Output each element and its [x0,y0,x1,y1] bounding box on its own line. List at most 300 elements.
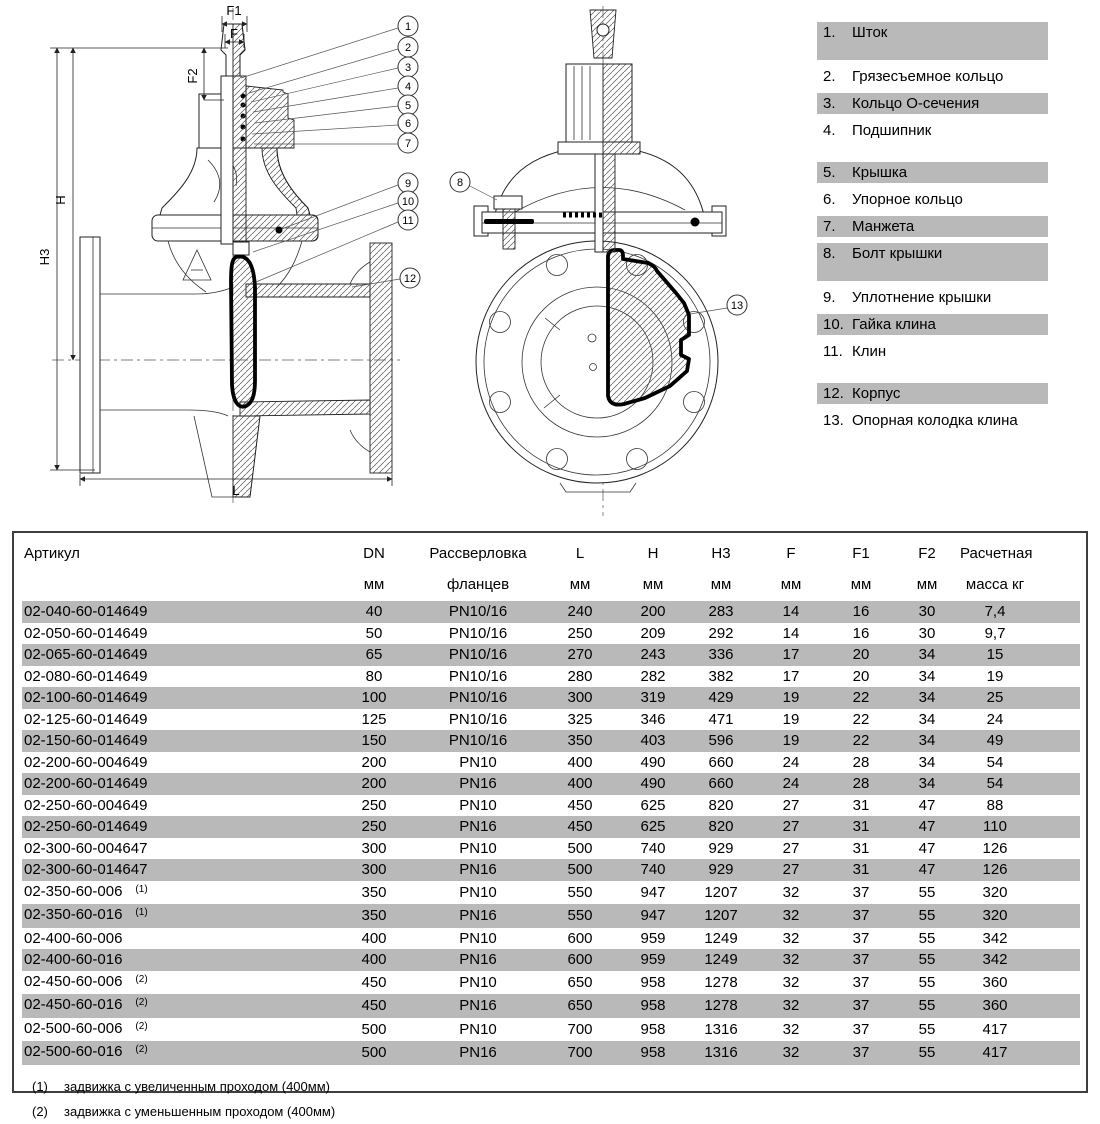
col-unit-mass: масса кг [965,576,1025,593]
parts-list-item [817,341,1048,362]
value-cell: 250 [567,624,593,642]
footnote-marker: (2) [135,1020,148,1032]
part-label: Упорное кольцо [852,191,963,208]
value-cell: PN16 [414,994,542,1018]
value-cell: 100 [334,687,414,709]
article-cell: 02-200-60-004649 [24,753,148,771]
value-cell: 1207 [704,883,738,901]
gland [199,94,221,148]
spec-table [22,533,1080,1065]
article-cell: 02-450-60-006 $^{(2)}$ [24,972,148,990]
value-cell: 17 [782,667,800,685]
svg-text:11: 11 [402,215,414,227]
parts-list-item [817,66,1048,87]
value-cell: PN10 [459,796,497,814]
value-cell: 32 [782,1020,800,1038]
article-cell: 02-040-60-014649 [22,601,334,623]
svg-text:4: 4 [404,81,412,93]
value-cell: 47 [894,816,960,838]
value-cell: 471 [708,710,734,728]
footnote-marker: (2) [135,973,148,985]
part-number: 13. [823,412,844,429]
value-cell: 14 [782,624,800,642]
value-cell: 32 [754,904,828,928]
value-cell: 325 [567,710,593,728]
svg-text:9: 9 [404,178,412,190]
value-cell: 660 [688,773,754,795]
value-cell: 336 [688,644,754,666]
footnote-marker: (2) [135,997,148,1008]
value-cell: 450 [361,973,387,991]
value-cell: 27 [782,796,800,814]
parts-list-item [817,120,1048,141]
value-cell: 929 [688,859,754,881]
parts-list-item [817,189,1048,210]
callout-11 [398,210,418,230]
value-cell: 650 [567,973,593,991]
part-number: 8. [823,245,836,262]
value-cell: 32 [754,994,828,1018]
value-cell: 49 [960,730,1080,752]
col-header-l: L [575,545,585,562]
value-cell: 947 [618,904,688,928]
svg-text:12: 12 [403,273,417,285]
footnote-ref: (2) [32,1103,48,1119]
value-cell: 360 [960,994,1080,1018]
callout-7 [398,133,418,153]
part-number: 9. [823,289,836,306]
value-cell: 490 [640,753,666,771]
value-cell: 450 [334,994,414,1018]
value-cell: 350 [334,904,414,928]
value-cell: 947 [640,883,666,901]
value-cell: 54 [986,753,1004,771]
value-cell: 32 [754,949,828,971]
value-cell: 200 [334,773,414,795]
col-unit-drilling: фланцев [446,576,510,593]
col-unit-article [22,565,334,601]
value-cell: 32 [782,883,800,901]
col-header-h3: H3 [711,545,731,562]
article-cell: 02-350-60-016 $^{(1)}$ [22,904,334,928]
value-cell: 37 [852,973,870,991]
col-unit-f: мм [780,576,802,593]
value-cell: 1316 [688,1041,754,1065]
part-label: Подшипник [852,122,932,139]
value-cell: 346 [640,710,666,728]
table-row [22,601,1080,623]
value-cell: 360 [982,973,1008,991]
callout-8 [450,172,470,192]
value-cell: 1278 [688,994,754,1018]
table-row [22,904,1080,928]
table-row [22,687,1080,709]
parts-list-item [817,216,1048,237]
value-cell: 30 [918,624,936,642]
dim-label-l: L [232,483,240,498]
value-cell: 15 [960,644,1080,666]
value-cell: 320 [982,883,1008,901]
value-cell: 417 [982,1020,1008,1038]
col-unit-f2: мм [916,576,938,593]
value-cell: 31 [828,816,894,838]
value-cell: 1278 [704,973,738,991]
article-cell: 02-450-60-016 $^{(2)}$ [22,994,334,1018]
callout-5 [398,95,418,115]
value-cell: 283 [688,601,754,623]
value-cell: 40 [334,601,414,623]
article-cell: 02-065-60-014649 [22,644,334,666]
col-header-mass: Расчетная [960,545,1033,562]
article-cell: 02-050-60-014649 [24,624,148,642]
value-cell: PN16 [414,1041,542,1065]
article-cell: 02-500-60-006 $^{(2)}$ [24,1019,148,1037]
footnote-1 [22,1074,1078,1099]
value-cell: 55 [918,1020,936,1038]
value-cell: 16 [852,624,870,642]
table-row [22,1041,1080,1065]
article-cell: 02-300-60-004647 [24,839,148,857]
value-cell: 19 [754,687,828,709]
value-cell: 959 [640,929,666,947]
table-row [22,623,1080,645]
value-cell: 209 [640,624,666,642]
value-cell: 1207 [688,904,754,928]
footnote-marker: (1) [135,883,148,895]
article-cell: 02-400-60-016 [22,949,334,971]
value-cell: 342 [960,949,1080,971]
svg-text:2: 2 [404,42,412,54]
article-cell: 02-300-60-014647 [22,859,334,881]
article-cell: 02-080-60-014649 [24,667,148,685]
right-flange [370,243,392,473]
parts-list-item [817,314,1048,335]
value-cell: 27 [782,839,800,857]
part-label: Манжета [852,218,915,235]
value-cell: 200 [361,753,387,771]
value-cell: PN16 [414,773,542,795]
value-cell: 32 [754,1041,828,1065]
value-cell: 500 [334,1041,414,1065]
value-cell: PN10/16 [448,710,508,728]
part-label: Клин [852,343,887,360]
value-cell: 34 [894,687,960,709]
cover-seal-right [691,218,700,227]
value-cell: 500 [567,839,593,857]
table-row [22,773,1080,795]
cover-seal-left [484,219,534,224]
value-cell: 740 [640,839,666,857]
dim-label-h: H [53,195,68,205]
value-cell: PN10/16 [414,601,542,623]
col-header-dn: DN [363,545,385,562]
article-cell: 02-100-60-014649 [22,687,334,709]
table-body [22,601,1080,1065]
value-cell: 959 [618,949,688,971]
svg-text:3: 3 [404,62,412,74]
parts-list-item [817,22,1048,60]
value-cell: PN10 [459,883,497,901]
value-cell: 34 [918,667,936,685]
part-number: 3. [823,95,836,112]
col-header-f1: F1 [852,545,870,562]
footnote-marker: (1) [135,907,148,918]
table-row [22,838,1080,860]
dim-label-h3: H3 [37,248,52,266]
table-row [22,666,1080,688]
value-cell: 50 [365,624,383,642]
valve-front-view [450,6,747,516]
col-unit-h: мм [642,576,664,593]
table-row [22,994,1080,1018]
value-cell: 550 [542,904,618,928]
value-cell: 55 [918,883,936,901]
value-cell: 243 [618,644,688,666]
value-cell: 80 [365,667,383,685]
value-cell: 22 [828,687,894,709]
value-cell: 400 [361,929,387,947]
value-cell: 382 [708,667,734,685]
wedge-nut [233,242,249,255]
value-cell: 55 [894,1041,960,1065]
value-cell: 37 [852,883,870,901]
value-cell: 37 [828,949,894,971]
value-cell: 660 [708,753,734,771]
value-cell: 19 [754,730,828,752]
value-cell: PN10 [459,753,497,771]
footnotes [22,1074,1078,1124]
value-cell: 1249 [688,949,754,971]
value-cell: PN10 [459,839,497,857]
value-cell: 400 [567,753,593,771]
table-row [22,752,1080,774]
value-cell: 600 [542,949,618,971]
value-cell: 37 [828,994,894,1018]
value-cell: 700 [542,1041,618,1065]
value-cell: 37 [852,1020,870,1038]
value-cell: 319 [618,687,688,709]
value-cell: 7,4 [960,601,1080,623]
value-cell: PN10/16 [414,644,542,666]
callout-9 [398,173,418,193]
value-cell: 625 [640,796,666,814]
value-cell: 740 [618,859,688,881]
value-cell: PN10/16 [448,667,508,685]
value-cell: 490 [618,773,688,795]
table-row [22,971,1080,995]
col-header-h: H [647,545,659,562]
value-cell: 9,7 [984,624,1006,642]
value-cell: 88 [986,796,1004,814]
value-cell: 650 [542,994,618,1018]
value-cell: 320 [960,904,1080,928]
table-row [22,730,1080,752]
table-row [22,928,1080,950]
part-label: Корпус [852,385,901,402]
col-header-drilling: Рассверловка [429,545,527,562]
value-cell: 32 [782,973,800,991]
value-cell: 500 [361,1020,387,1038]
part-label: Крышка [852,164,908,181]
svg-text:7: 7 [404,138,412,150]
value-cell: 350 [361,883,387,901]
table-row [22,709,1080,731]
value-cell: 596 [688,730,754,752]
col-header-article: Артикул [24,545,80,562]
value-cell: 25 [960,687,1080,709]
parts-list [817,22,1048,437]
value-cell: 400 [334,949,414,971]
value-cell: 110 [960,816,1080,838]
article-cell: 02-350-60-006 $^{(1)}$ [24,882,148,900]
part-label: Гайка клина [852,316,936,333]
value-cell: 27 [754,816,828,838]
value-cell: 417 [960,1041,1080,1065]
value-cell: 28 [852,753,870,771]
article-cell: 02-500-60-016 $^{(2)}$ [22,1041,334,1065]
value-cell: 958 [618,1041,688,1065]
value-cell: 400 [542,773,618,795]
callout-13 [727,295,747,315]
value-cell: 24 [754,773,828,795]
value-cell: PN10 [459,973,497,991]
table-units-row [22,565,1080,601]
value-cell: 450 [542,816,618,838]
value-cell: 1316 [704,1020,738,1038]
value-cell: 958 [640,973,666,991]
article-cell: 02-150-60-014649 [22,730,334,752]
value-cell: PN16 [414,904,542,928]
value-cell: 19 [782,710,800,728]
part-number: 1. [823,24,836,41]
footnote-marker: (2) [135,1044,148,1055]
value-cell: 929 [708,839,734,857]
value-cell: 300 [361,839,387,857]
value-cell: 54 [960,773,1080,795]
value-cell: 34 [894,644,960,666]
article-cell: 02-250-60-014649 [22,816,334,838]
value-cell: 240 [542,601,618,623]
value-cell: 34 [894,773,960,795]
parts-list-item [817,243,1048,281]
value-cell: 55 [918,973,936,991]
value-cell: 600 [567,929,593,947]
value-cell: 55 [894,904,960,928]
part-label: Опорная колодка клина [852,412,1018,429]
parts-list-item [817,383,1048,404]
value-cell: PN10/16 [414,730,542,752]
svg-text:6: 6 [404,118,412,130]
left-flange [80,237,100,473]
value-cell: 17 [754,644,828,666]
value-cell: 350 [542,730,618,752]
col-header-f2: F2 [918,545,936,562]
part-number: 10. [823,316,844,333]
value-cell: 16 [828,601,894,623]
table-row [22,949,1080,971]
value-cell: 150 [334,730,414,752]
table-row [22,795,1080,817]
valve-section-view [37,3,420,506]
value-cell: 24 [782,753,800,771]
svg-text:10: 10 [401,196,415,208]
value-cell: 292 [708,624,734,642]
value-cell: 31 [852,839,870,857]
part-label: Грязесъемное кольцо [852,68,1004,85]
value-cell: 450 [567,796,593,814]
value-cell: PN10 [459,929,497,947]
value-cell: 34 [918,753,936,771]
dim-label-f1: F1 [226,3,242,18]
table-row [22,881,1080,905]
part-number: 6. [823,191,836,208]
value-cell: 65 [334,644,414,666]
callout-10 [398,191,418,211]
col-unit-f1: мм [850,576,872,593]
value-cell: 1249 [704,929,738,947]
article-cell: 02-400-60-006 [24,929,123,947]
part-label: Шток [852,24,888,41]
value-cell: 47 [918,839,936,857]
value-cell: 20 [852,667,870,685]
value-cell: 250 [334,816,414,838]
value-cell: 22 [852,710,870,728]
svg-text:5: 5 [404,100,412,112]
part-number: 5. [823,164,836,181]
value-cell: 55 [918,929,936,947]
dim-label-f: F [230,26,238,41]
value-cell: 200 [618,601,688,623]
value-cell: 20 [828,644,894,666]
parts-list-item [817,410,1048,431]
value-cell: 550 [567,883,593,901]
value-cell: 19 [986,667,1004,685]
stem [221,76,233,244]
parts-list-item [817,93,1048,114]
value-cell: 47 [918,796,936,814]
value-cell: 126 [960,859,1080,881]
callout-1 [398,16,418,36]
value-cell: 31 [828,859,894,881]
part-number: 4. [823,122,836,139]
value-cell: 47 [894,859,960,881]
brand-emblem [183,250,211,280]
value-cell: 34 [918,710,936,728]
footnote-ref: (1) [32,1078,48,1094]
callout-4 [398,76,418,96]
footnote-2 [22,1099,1078,1124]
value-cell: 30 [894,601,960,623]
part-label: Уплотнение крышки [852,289,992,306]
col-unit-l: мм [569,576,591,593]
value-cell: PN16 [414,816,542,838]
part-number: 12. [823,385,844,402]
wedge [231,256,255,406]
value-cell: 958 [618,994,688,1018]
value-cell: 32 [782,929,800,947]
value-cell: 342 [982,929,1008,947]
parts-list-item [817,162,1048,183]
value-cell: PN10/16 [448,624,508,642]
col-unit-dn: мм [363,576,385,593]
callout-2 [398,37,418,57]
col-unit-h3: мм [710,576,732,593]
value-cell: 31 [852,796,870,814]
value-cell: 37 [828,904,894,928]
value-cell: 700 [567,1020,593,1038]
value-cell: 27 [754,859,828,881]
value-cell: 625 [618,816,688,838]
